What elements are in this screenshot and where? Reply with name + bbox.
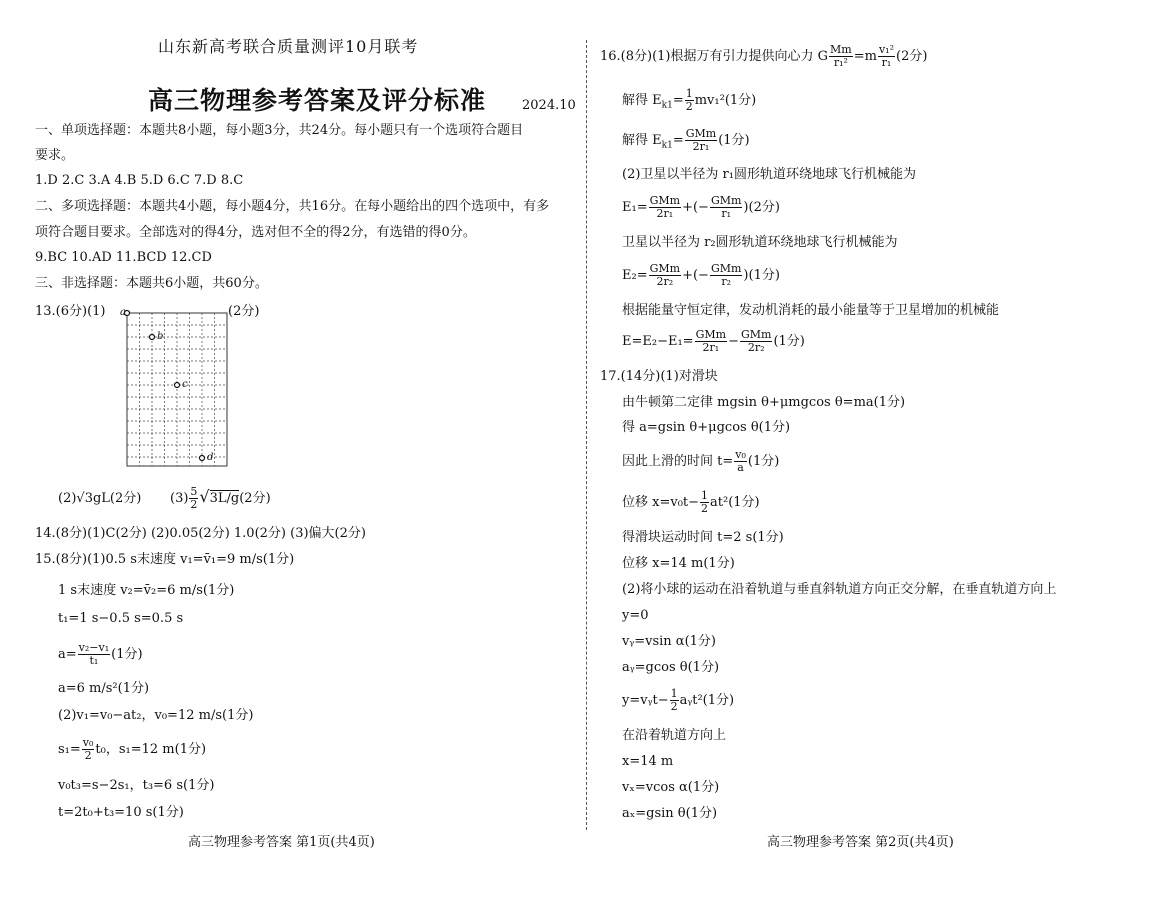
- q16-line1-suffix: (2分): [896, 49, 928, 64]
- q14-answer: 14.(8分)(1)C(2分) (2)0.05(2分) 1.0(2分) (3)偏大(2分): [35, 526, 366, 541]
- q15-line3: t₁=1 s−0.5 s=0.5 s: [58, 611, 184, 626]
- q16-line7-den2: r₂: [721, 275, 732, 288]
- q15-line6: (2)v₁=v₀−at₂，v₀=12 m/s(1分): [58, 708, 254, 723]
- q17-line11: aᵧ=gcos θ(1分): [622, 660, 720, 675]
- point-d: [200, 456, 205, 461]
- q16-line1-mid: =m: [853, 49, 877, 64]
- q17-line12: [622, 686, 734, 716]
- q17-line12-num: 1: [670, 687, 678, 700]
- q17-line14: x=14 m: [622, 754, 674, 769]
- q17-line4: [622, 447, 779, 477]
- q16-line9-den2: 2r₂: [747, 341, 765, 354]
- trajectory-grid-diagram: [120, 308, 232, 470]
- q17-line12-prefix: y=vᵧt−: [622, 693, 669, 708]
- q17-line13: 在沿着轨道方向上: [622, 728, 727, 743]
- q17-line5-den: 2: [701, 502, 709, 515]
- q13-heading: 13.(6分)(1): [35, 304, 106, 319]
- q17-line5-suffix: at²(1分): [710, 495, 760, 510]
- q17-line5-fraction: [700, 490, 709, 515]
- page-divider: [586, 40, 587, 830]
- q16-line1-num2: v₁²: [878, 43, 895, 56]
- label-a: a: [120, 307, 126, 318]
- section1-instructions-cont: 要求。: [35, 148, 75, 163]
- q16-line7-prefix: E₂=: [622, 268, 648, 283]
- q15-line1: 15.(8分)(1)0.5 s末速度 v₁=v̄₁=9 m/s(1分): [35, 552, 295, 567]
- q13-part3: (3) $\frac{5}{2}$ √3L/g(2分): [170, 485, 271, 511]
- q15-line4: [58, 640, 143, 670]
- q16-line5-num1: GMm: [649, 194, 681, 207]
- q17-line4-suffix: (1分): [747, 454, 780, 469]
- section1-answers: 1.D 2.C 3.A 4.B 5.D 6.C 7.D 8.C: [35, 173, 244, 188]
- q17-line15: vₓ=vcos α(1分): [622, 780, 720, 795]
- q17-line6: 得滑块运动时间 t=2 s(1分): [622, 530, 784, 545]
- q15-line7: [58, 735, 206, 765]
- q15-line4-suffix: (1分): [111, 647, 143, 662]
- q16-line5-mid: +(−: [682, 200, 709, 215]
- right-page: [592, 0, 1153, 900]
- q17-line4-den: a: [737, 461, 744, 474]
- q16-line7-frac2: [710, 263, 742, 288]
- q13-part3-frac-den: 2: [190, 498, 198, 511]
- q15-line7-den: 2: [84, 749, 92, 762]
- q16-line9-num2: GMm: [740, 328, 772, 341]
- q15-line4-prefix: a=: [58, 647, 77, 662]
- q16-line6: 卫星以半径为 r₂圆形轨道环绕地球飞行机械能为: [622, 235, 898, 250]
- q16-line9-suffix: (1分): [773, 334, 805, 349]
- label-b: b: [157, 331, 164, 342]
- point-c: [175, 383, 180, 388]
- q17-line10: vᵧ=vsin α(1分): [622, 634, 717, 649]
- q15-line9: t=2t₀+t₃=10 s(1分): [58, 805, 184, 820]
- q16-line4: (2)卫星以半径为 r₁圆形轨道环绕地球飞行机械能为: [622, 167, 916, 182]
- section2-instructions: 二、多项选择题：本题共4小题，每小题4分，共16分。在每小题给出的四个选项中，有多: [35, 199, 550, 214]
- q16-line9-den1: 2r₁: [702, 341, 720, 354]
- q16-line9-mid: −: [728, 334, 739, 349]
- q16-line8: 根据能量守恒定律，发动机消耗的最小能量等于卫星增加的机械能: [622, 303, 1000, 318]
- q16-line1-num1: Mm: [830, 43, 852, 56]
- q17-line4-num: v₀: [735, 448, 746, 461]
- q16-line1-den1: r₁²: [833, 56, 848, 69]
- q15-line4-fraction: [78, 642, 110, 667]
- q16-line5-suffix: )(2分): [743, 200, 780, 215]
- q13-part3-root: 3L/g: [209, 491, 240, 506]
- q16-line5-frac1: [649, 195, 681, 220]
- q16-line7-frac1: [649, 263, 681, 288]
- q16-line9-frac1: [695, 329, 727, 354]
- q16-line7-den1: 2r₂: [656, 275, 674, 288]
- q15-line7-fraction: [82, 737, 95, 762]
- q13-score-1: (2分): [228, 304, 260, 319]
- q16-line9-frac2: [740, 329, 772, 354]
- q16-line5-den2: r₁: [721, 207, 732, 220]
- page-footer-left: 高三物理参考答案 第1页(共4页): [188, 835, 375, 850]
- point-b: [150, 335, 155, 340]
- section2-instructions-cont: 项符合题目要求。全部选对的得4分，选对但不全的得2分，有选错的得0分。: [35, 225, 476, 240]
- q16-line2-fraction: [685, 88, 694, 113]
- page-footer-right: 高三物理参考答案 第2页(共4页): [767, 835, 954, 850]
- q13-part2: (2)√3gL(2分): [58, 491, 142, 506]
- q17-line9: y=0: [622, 608, 649, 623]
- q16-line1-frac2: [878, 44, 895, 69]
- q17-line12-suffix: aᵧt²(1分): [679, 693, 735, 708]
- q16-line3-fraction: [685, 128, 717, 153]
- q16-line3-eq: =: [672, 133, 684, 148]
- q16-line2: [622, 86, 756, 121]
- label-c: c: [182, 379, 188, 390]
- q16-line3-sub: k1: [661, 140, 673, 151]
- q16-line3-num: GMm: [685, 127, 717, 140]
- q17-line1: 17.(14分)(1)对滑块: [600, 369, 718, 384]
- q15-line4-num: v₂−v₁: [78, 641, 110, 654]
- q16-line1-den2: r₁: [881, 56, 892, 69]
- q17-line5-prefix: 位移 x=v₀t−: [622, 495, 700, 510]
- q16-line7-num2: GMm: [710, 262, 742, 275]
- q15-line4-den: t₁: [89, 654, 99, 667]
- exam-header: 山东新高考联合质量测评10月联考: [158, 37, 419, 56]
- q17-line12-fraction: [670, 688, 679, 713]
- q15-line7-prefix: s₁=: [58, 742, 81, 757]
- q15-line8: v₀t₃=s−2s₁，t₃=6 s(1分): [58, 778, 215, 793]
- q16-line5-frac2: [710, 195, 742, 220]
- q17-line4-fraction: [734, 449, 747, 474]
- section3-instructions: 三、非选择题：本题共6小题，共60分。: [35, 276, 268, 291]
- q13-part3-fraction: [189, 486, 198, 511]
- q15-line7-num: v₀: [82, 736, 94, 749]
- q17-line4-prefix: 因此上滑的时间 t=: [622, 454, 734, 469]
- exam-date: 2024.10: [522, 98, 576, 113]
- q16-line5: [622, 193, 780, 223]
- q16-line2-suffix: mv₁²(1分): [694, 93, 757, 108]
- q16-line2-den: 2: [685, 100, 693, 113]
- q16-line2-eq: =: [672, 93, 684, 108]
- q16-line7-suffix: )(1分): [743, 268, 780, 283]
- section2-answers: 9.BC 10.AD 11.BCD 12.CD: [35, 250, 212, 265]
- q16-line9-num1: GMm: [695, 328, 727, 341]
- section1-instructions: 一、单项选择题：本题共8小题，每小题3分，共24分。每小题只有一个选项符合题目: [35, 123, 524, 138]
- q16-line9-prefix: E=E₂−E₁=: [622, 334, 694, 349]
- q17-line8: (2)将小球的运动在沿着轨道与垂直斜轨道方向正交分解，在垂直轨道方向上: [622, 582, 1057, 597]
- q15-line5: a=6 m/s²(1分): [58, 681, 150, 696]
- q16-line7-mid: +(−: [682, 268, 709, 283]
- page-title: 高三物理参考答案及评分标准: [148, 86, 487, 115]
- label-d: d: [207, 452, 214, 463]
- q16-line2-prefix: 解得 E: [622, 93, 662, 108]
- q16-line7: [622, 261, 780, 291]
- q16-line1-frac1: [829, 44, 853, 69]
- q16-line2-sub: k1: [661, 100, 673, 111]
- q13-part3-prefix: (3): [170, 491, 189, 506]
- q13-part3-frac-num: 5: [190, 485, 198, 498]
- q16-line3: [622, 126, 750, 161]
- q17-line12-den: 2: [670, 700, 678, 713]
- q17-line5-num: 1: [701, 489, 709, 502]
- q16-line5-num2: GMm: [710, 194, 742, 207]
- q13-part3-score: (2分): [239, 491, 271, 506]
- q16-line1-prefix: 16.(8分)(1)根据万有引力提供向心力 G: [600, 49, 829, 64]
- q15-line2: 1 s末速度 v₂=v̄₂=6 m/s(1分): [58, 583, 235, 598]
- q16-line1: [600, 42, 927, 72]
- q16-line7-num1: GMm: [649, 262, 681, 275]
- q17-line2: 由牛顿第二定律 mgsin θ+μmgcos θ=ma(1分): [622, 395, 906, 410]
- q17-line16: aₓ=gsin θ(1分): [622, 806, 718, 821]
- q17-line3: 得 a=gsin θ+μgcos θ(1分): [622, 420, 791, 435]
- q16-line3-prefix: 解得 E: [622, 133, 662, 148]
- q16-line5-den1: 2r₁: [656, 207, 674, 220]
- q16-line3-den: 2r₁: [692, 140, 710, 153]
- q16-line3-suffix: (1分): [718, 133, 750, 148]
- q16-line9: [622, 327, 805, 357]
- q15-line7-suffix: t₀，s₁=12 m(1分): [95, 742, 207, 757]
- q17-line5: [622, 488, 760, 518]
- q16-line5-prefix: E₁=: [622, 200, 648, 215]
- q17-line7: 位移 x=14 m(1分): [622, 556, 735, 571]
- q16-line2-num: 1: [685, 87, 693, 100]
